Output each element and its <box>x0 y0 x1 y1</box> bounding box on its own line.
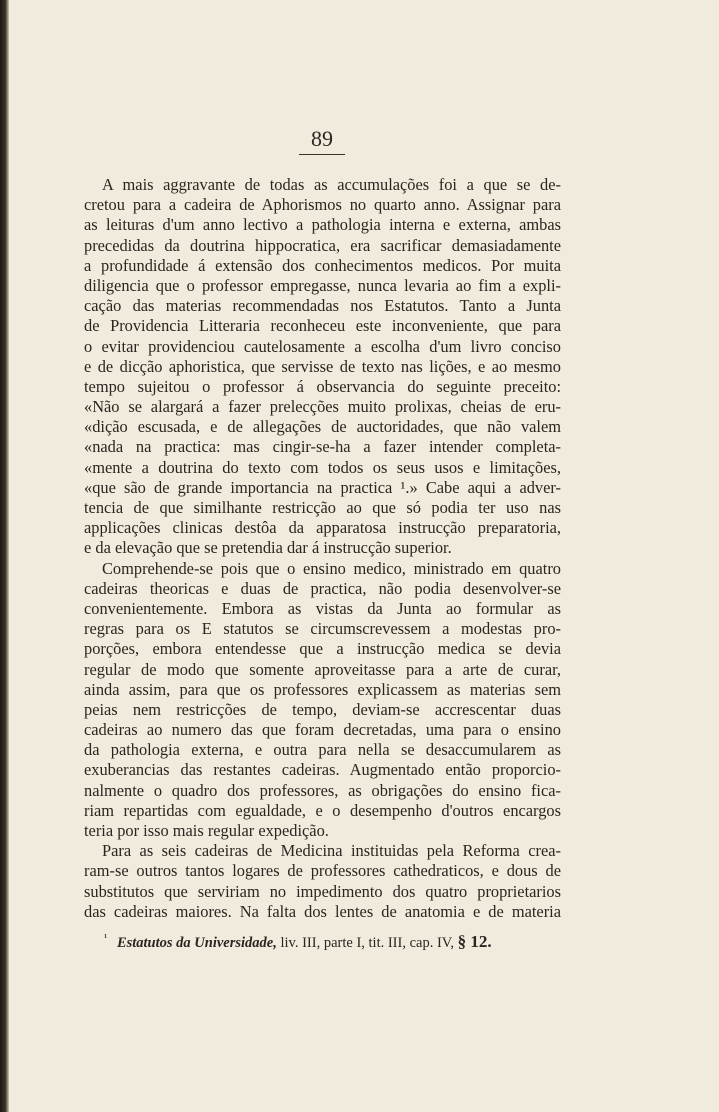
text-line: cretou para a cadeira de Aphorismos no quarto anno. Assignar para <box>84 195 561 215</box>
text-line: Comprehende-se pois que o ensino medico, ministrado em quatro <box>102 558 561 578</box>
text-line: exuberancias das restantes cadeiras. Augmentado então proporcio- <box>84 760 561 780</box>
text-line: ram-se outros tantos logares de professores cathedraticos, e dous de <box>84 861 561 881</box>
text-line: convenientemente. Embora as vistas da Junta ao formular as <box>84 598 561 618</box>
page-number: 89 <box>299 126 345 155</box>
text-line: Para as seis cadeiras de Medicina instituidas pela Reforma crea- <box>102 841 561 861</box>
text-line: peias nem restricções de tempo, deviam-se accrescentar duas <box>84 699 561 719</box>
paragraph-3 <box>84 841 561 922</box>
text-line: regular de modo que somente aproveitasse para a arte de curar, <box>84 659 561 679</box>
text-line: o evitar providenciou cautelosamente a escolha d'um livro conciso <box>84 336 561 356</box>
text-line: substitutos que serviriam no impedimento dos quatro proprietarios <box>84 881 561 901</box>
footnote-mark: ¹ <box>104 932 108 944</box>
text-line: «dição escusada, e de allegações de auctoridades, que não valem <box>84 417 561 437</box>
paragraph-1 <box>84 175 561 559</box>
text-line: as leituras d'um anno lectivo a pathologia interna e externa, ambas <box>84 215 561 235</box>
text-line: riam repartidas com egualdade, e o desempenho d'outros encargos <box>84 800 561 820</box>
text-line: e de dicção aphoristica, que servisse de texto nas lições, e ao mesmo <box>84 356 561 376</box>
text-line: precedidas da doutrina hippocratica, era sacrificar demasiadamente <box>84 235 561 255</box>
body-text <box>84 175 561 922</box>
text-line: e da elevação que se pretendia dar á instrucção superior. <box>84 538 452 558</box>
text-line: cação das materias recommendadas nos Estatutos. Tanto a Junta <box>84 296 561 316</box>
text-line: porções, embora entendesse que a instrucção medica se devia <box>84 639 561 659</box>
text-line: «nada na practica: mas cingir-se-ha a fazer intender completa- <box>84 437 561 457</box>
text-line: «que são de grande importancia na practica ¹.» Cabe aqui a adver- <box>84 477 561 497</box>
text-line: ainda assim, para que os professores explicassem as materias sem <box>84 679 561 699</box>
text-line: a profundidade á extensão dos conhecimentos medicos. Por muita <box>84 255 561 275</box>
text-line: applicações clinicas destôa da apparatosa instrucção preparatoria, <box>84 518 561 538</box>
text-line: «mente a doutrina do texto com todos os seus usos e limitações, <box>84 457 561 477</box>
text-line: cadeiras ao numero das que foram decretadas, uma para o ensino <box>84 720 561 740</box>
text-line: teria por isso mais regular expedição. <box>84 821 329 840</box>
footnote-section: § 12. <box>457 932 492 951</box>
text-line: diligencia que o professor empregasse, nunca levaria ao fim a expli- <box>84 275 561 295</box>
text-line: nalmente o quadro dos professores, as obrigações do ensino fica- <box>84 780 561 800</box>
text-line: tempo sujeitou o professor á observancia do seguinte preceito: <box>84 376 561 396</box>
text-line: regras para os E statutos se circumscrevessem a modestas pro- <box>84 619 561 639</box>
text-line: da pathologia externa, e outra para nella se desaccumularem as <box>84 740 561 760</box>
text-line: A mais aggravante de todas as accumulações foi a que se de- <box>102 175 561 194</box>
footnote-title: Estatutos da Universidade, <box>116 935 277 951</box>
text-line: cadeiras theoricas e duas de practica, não podia desenvolver-se <box>84 578 561 598</box>
text-line: das cadeiras maiores. Na falta dos lentes de anatomia e de materia <box>84 901 561 921</box>
footnote-reference: liv. III, parte I, tit. III, cap. IV, <box>280 935 455 951</box>
book-binding-edge <box>0 0 9 1112</box>
text-line: tencia de que similhante restricção ao que só podia ter uso nas <box>84 498 561 517</box>
text-line: de Providencia Litteraria reconheceu este inconveniente, que para <box>84 316 561 336</box>
text-line: «Não se alargará a fazer prelecções muito prolixas, cheias de eru- <box>84 397 561 417</box>
footnote <box>104 932 564 952</box>
paragraph-2 <box>84 559 561 842</box>
